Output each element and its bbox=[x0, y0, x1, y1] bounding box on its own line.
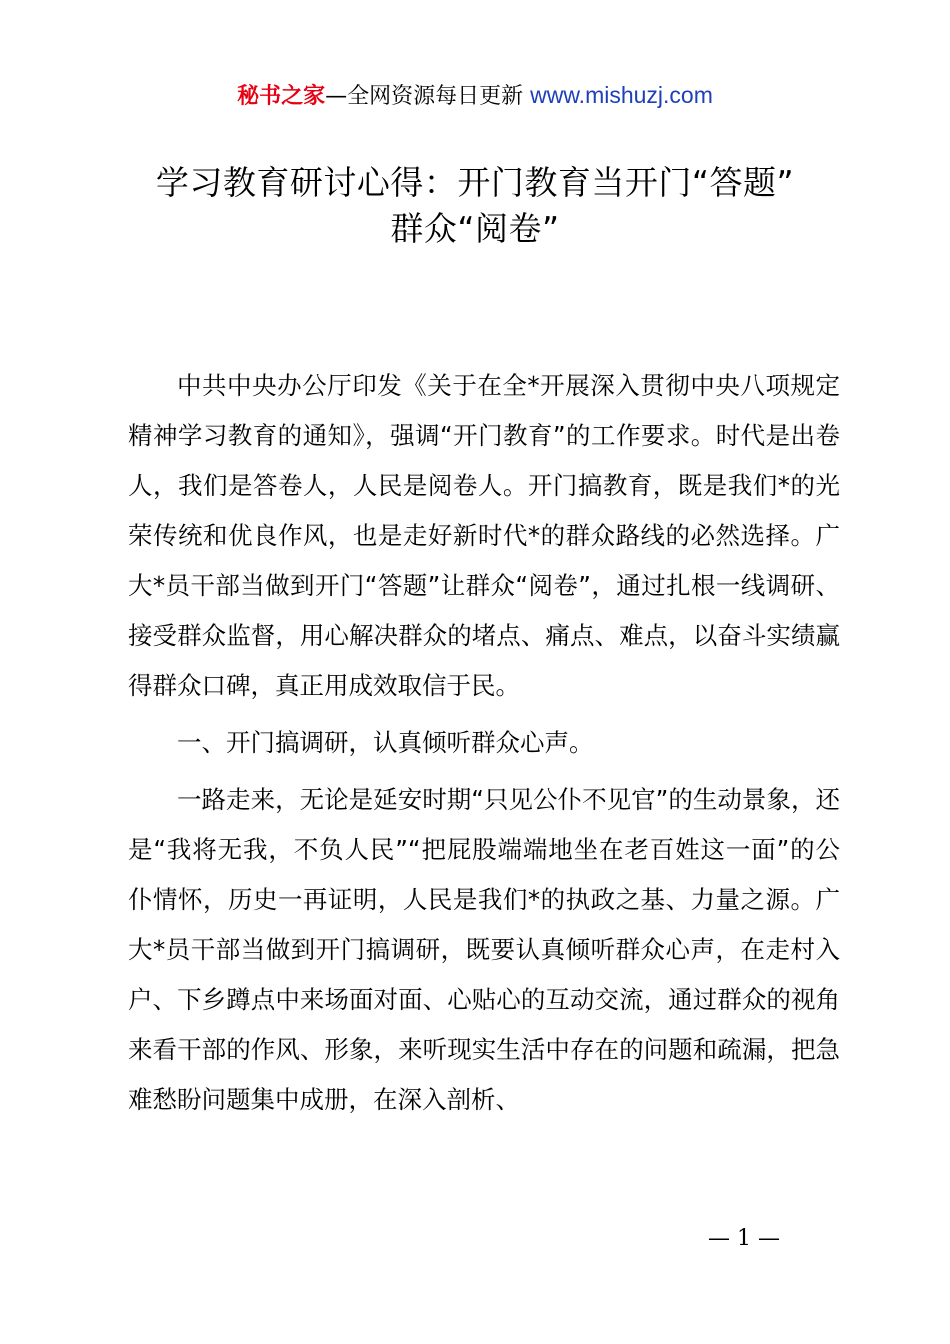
paragraph-intro: 中共中央办公厅印发《关于在全*开展深入贯彻中央八项规定精神学习教育的通知》，强调“开门教育”的工作要求。时代是出卷人，我们是答卷人，人民是阅卷人。开门搞教育，既是我们*的光荣传统和优良作风，也是走好新时代*的群众路线的必然选择。广大*员干部当做到开门“答题”让群众“阅卷”，通过扎根一线调研、接受群众监督，用心解决群众的堵点、痛点、难点，以奋斗实绩赢得群众口碑，真正用成效取信于民。 bbox=[128, 371, 840, 700]
page-number: — 1 — bbox=[708, 1226, 780, 1251]
site-header bbox=[0, 80, 950, 112]
site-url-link[interactable]: www.mishuzj.com bbox=[530, 82, 713, 108]
section-heading: 一、开门搞调研，认真倾听群众心声。 bbox=[177, 728, 594, 757]
document-body bbox=[128, 361, 840, 1125]
paragraph-section-one: 一路走来，无论是延安时期“只见公仆不见官”的生动景象，还是“我将无我，不负人民”“把屁股端端地坐在老百姓这一面”的公仆情怀，历史一再证明，人民是我们*的执政之基、力量之源。广大*员干部当做到开门搞调研，既要认真倾听群众心声，在走村入户、下乡蹲点中来场面对面、心贴心的互动交流，通过群众的视角来看干部的作风、形象，来听现实生活中存在的问题和疏漏，把急难愁盼问题集中成册，在深入剖析、 bbox=[128, 785, 840, 1114]
site-brand: 秘书之家 bbox=[237, 84, 326, 109]
title-line-2: 群众“阅卷” bbox=[390, 209, 560, 248]
document-title bbox=[100, 160, 850, 252]
title-line-1: 学习教育研讨心得：开门教育当开门“答题” bbox=[155, 163, 795, 202]
site-slogan: —全网资源每日更新 bbox=[325, 84, 531, 109]
